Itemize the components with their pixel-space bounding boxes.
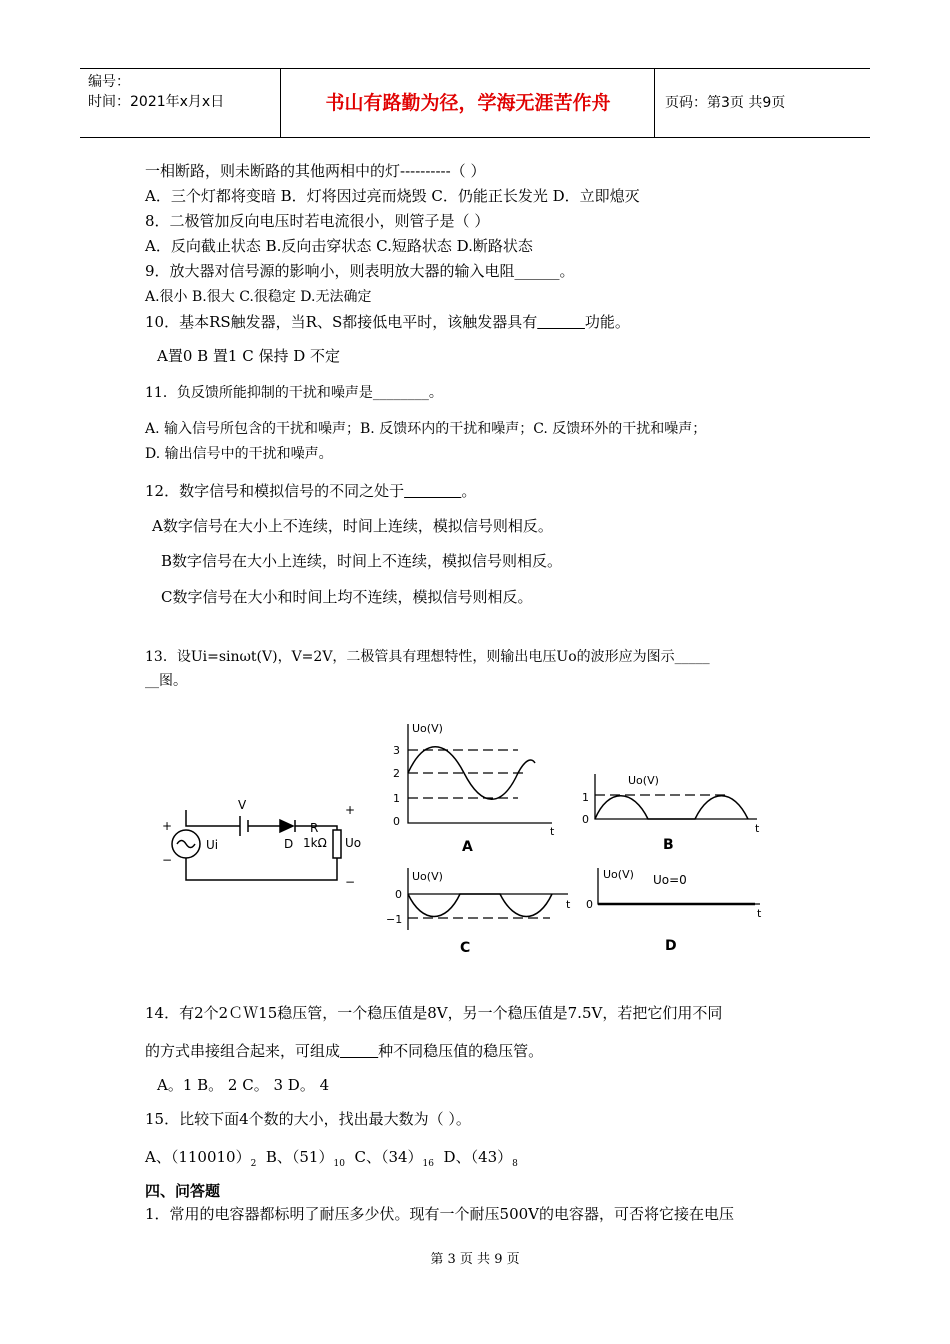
minus-sign: − (345, 875, 356, 889)
question-line: 11．负反馈所能抑制的干扰和噪声是________。 (145, 385, 443, 401)
graph-d-ylabel: Uo(V) (603, 868, 634, 881)
graph-c-ylabel: Uo(V) (412, 870, 443, 883)
graph-d-note: Uo=0 (653, 873, 687, 887)
graph-a-tick: 2 (393, 767, 400, 780)
diode-symbol (280, 820, 293, 832)
section-title: 四、问答题 (145, 1182, 221, 1200)
graph-a-tick: 0 (393, 815, 400, 828)
option-line: B数字信号在大小上连续，时间上不连续，模拟信号则相反。 (161, 552, 563, 570)
option-line: C数字信号在大小和时间上均不连续，模拟信号则相反。 (161, 588, 533, 606)
graph-d-t: t (757, 907, 762, 920)
question-text: 功能。 (584, 313, 630, 331)
question-text: 12．数字信号和模拟信号的不同之处于 (145, 482, 405, 500)
question-text: 的方式串接组合起来，可组成 (145, 1042, 341, 1060)
graph-a-tick: 3 (393, 744, 400, 757)
option-line: A置0 B 置1 C 保持 D 不定 (157, 347, 341, 365)
question-line: 8．二极管加反向电压时若电流很小，则管子是（ ） (145, 212, 490, 230)
question-line: __图。 (145, 673, 187, 689)
question-line (145, 311, 630, 332)
question-line (145, 480, 476, 501)
plus-sign: + (162, 819, 173, 833)
option-line: A。1 B。 2 C。 3 D。 4 (157, 1076, 330, 1094)
question-text: 10．基本RS触发器，当R、S都接低电平时，该触发器具有 (145, 313, 538, 331)
option-line: A．三个灯都将变暗 B．灯将因过亮而烧毁 C．仍能正长发光 D．立即熄灭 (145, 187, 640, 205)
graph-c-tick: −1 (386, 913, 403, 926)
graph-c-curve (408, 894, 552, 917)
page-footer: 第 3 页 共 9 页 (430, 1252, 520, 1267)
question-line: 1．常用的电容器都标明了耐压多少伏。现有一个耐压500V的电容器，可否将它接在电压 (145, 1205, 735, 1223)
graph-b-caption: B (663, 837, 674, 853)
graph-c-tick: 0 (395, 888, 402, 901)
graph-a-ylabel: Uo(V) (412, 722, 443, 735)
page-label: 页码：第3页 共9页 (665, 95, 786, 111)
diode-label: D (284, 837, 294, 851)
graph-b-curve (595, 796, 748, 819)
option-b-base: 10 (333, 1159, 345, 1169)
graph-b-tick: 0 (582, 813, 589, 826)
graph-d-caption: D (665, 938, 677, 954)
question-line: 9．放大器对信号源的影响小，则表明放大器的输入电阻______。 (145, 262, 575, 280)
header-table (80, 68, 870, 138)
graph-b-tick: 1 (582, 791, 589, 804)
graph-b-t: t (755, 822, 760, 835)
waveform-figure (150, 718, 790, 968)
option-d: D、（43） (434, 1148, 513, 1166)
minus-sign: − (162, 853, 173, 867)
graph-c-caption: C (460, 940, 471, 956)
graph-a-caption: A (462, 839, 473, 855)
option-d-base: 8 (512, 1159, 518, 1169)
source-wave (177, 841, 195, 848)
motto: 书山有路勤为径，学海无涯苦作舟 (282, 69, 655, 137)
circuit-wire (186, 858, 337, 880)
output-label: Uo (345, 836, 362, 850)
resistor-label: R (310, 821, 319, 835)
option-line: A数字信号在大小上不连续，时间上连续，模拟信号则相反。 (152, 517, 553, 535)
question-text: 。 (461, 482, 477, 500)
option-a: A、（110010） (145, 1148, 251, 1166)
battery-label: V (238, 798, 247, 812)
answer-blank (340, 1042, 378, 1060)
time-label: 时间：2021年x月x日 (88, 94, 225, 110)
option-line: A．反向截止状态 B.反向击穿状态 C.短路状态 D.断路状态 (145, 237, 533, 255)
question-text: 种不同稳压值的稳压管。 (378, 1042, 544, 1060)
option-a-base: 2 (250, 1159, 257, 1169)
source-label: Ui (206, 838, 219, 852)
question-line: 13．设Ui=sinωt(V)，V=2V，二极管具有理想特性，则输出电压Uo的波形应为图示_____ (145, 649, 710, 665)
question-line (145, 1040, 543, 1061)
graph-c-t: t (566, 898, 571, 911)
graph-b-ylabel: Uo(V) (628, 774, 659, 787)
question-line: 一相断路，则未断路的其他两相中的灯----------（ ） (145, 162, 486, 180)
plus-sign: + (345, 803, 356, 817)
resistor-symbol (333, 830, 341, 858)
graph-d-tick: 0 (586, 898, 593, 911)
answer-blank (537, 313, 585, 331)
graph-a-t: t (550, 825, 555, 838)
option-c: C、（34） (344, 1148, 423, 1166)
question-line: 14．有2个2ＣＷ15稳压管，一个稳压值是8V，另一个稳压值是7.5V，若把它们用不同 (145, 1004, 723, 1022)
option-c-base: 16 (422, 1159, 434, 1169)
circuit-wire (186, 810, 240, 826)
question-line: 15．比较下面4个数的大小，找出最大数为（ ）。 (145, 1110, 471, 1128)
option-b: B、（51） (256, 1148, 334, 1166)
option-line: A.很小 B.很大 C.很稳定 D.无法确定 (145, 289, 372, 305)
option-line (145, 1146, 518, 1169)
number-label: 编号： (88, 74, 130, 90)
resistance-label: 1kΩ (303, 836, 327, 850)
graph-a-tick: 1 (393, 792, 400, 805)
option-line: D. 输出信号中的干扰和噪声。 (145, 446, 333, 462)
option-line: A. 输入信号所包含的干扰和噪声；B. 反馈环内的干扰和噪声；C. 反馈环外的干扰和噪声； (145, 421, 707, 437)
answer-blank (404, 482, 461, 500)
header-info (80, 69, 281, 137)
